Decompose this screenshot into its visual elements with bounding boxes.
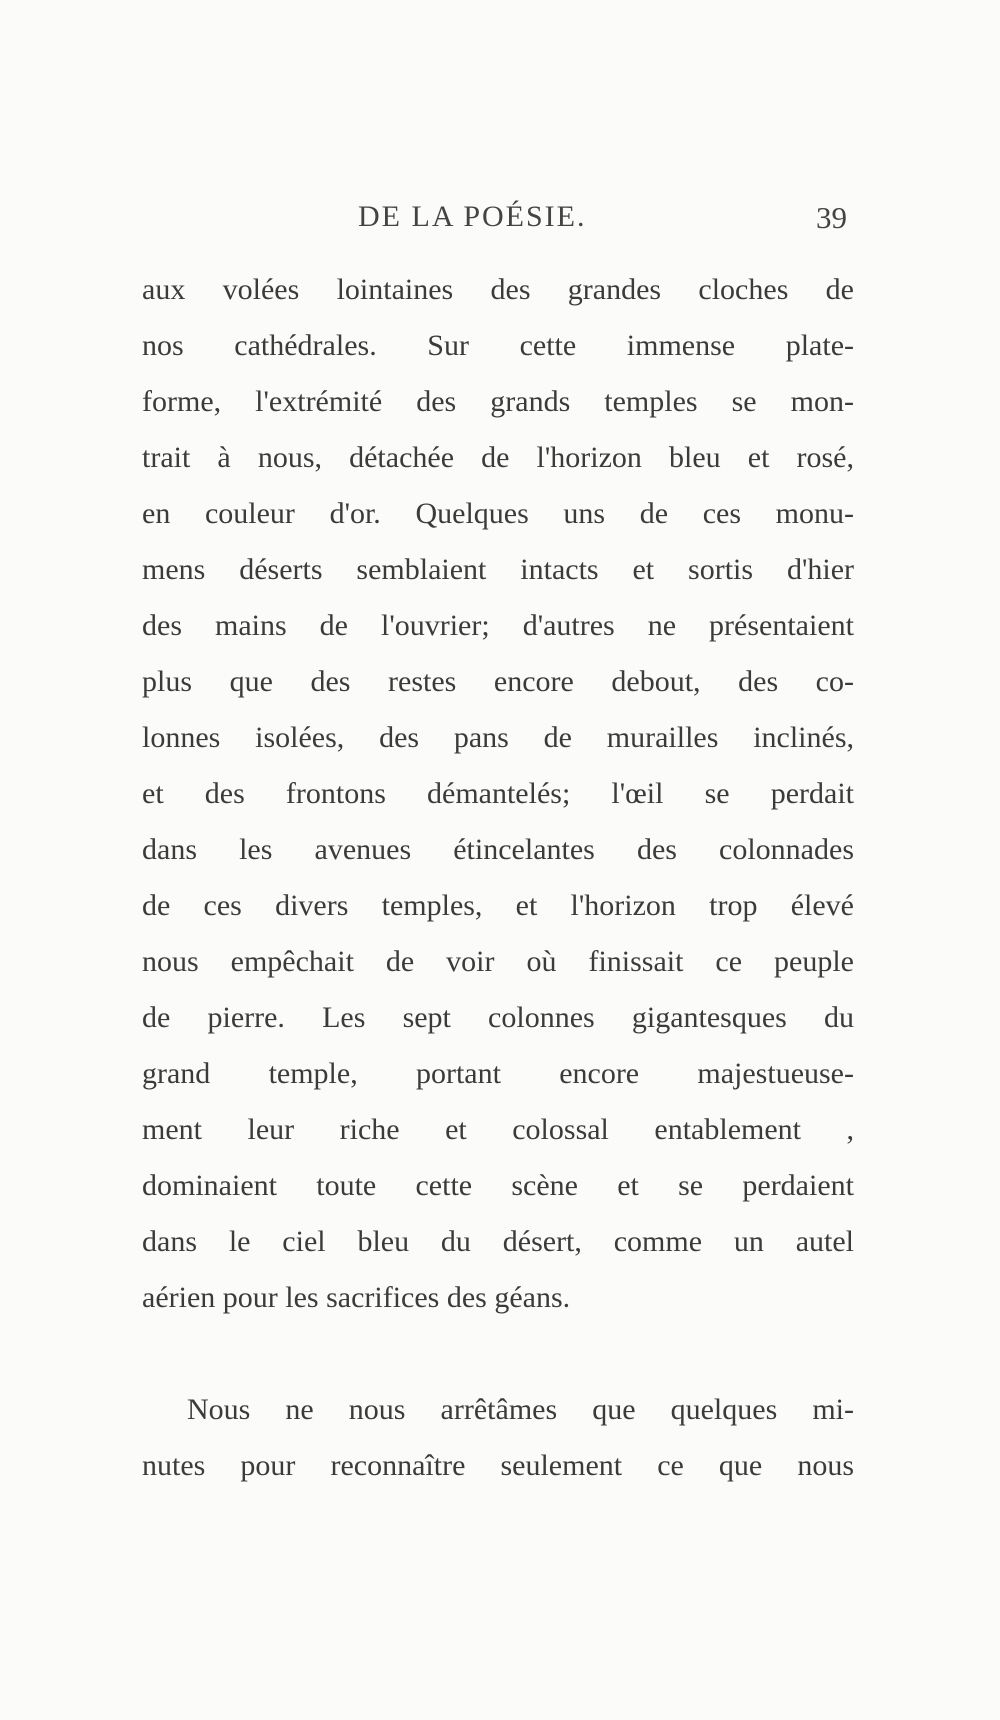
text-line: de pierre. Les sept colonnes gigantesques du — [142, 1001, 854, 1034]
text-line: aux volées lointaines des grandes cloches de — [142, 273, 854, 306]
page-header — [140, 200, 855, 250]
text-line: ment leur riche et colossal entablement , — [142, 1113, 854, 1146]
text-line: et des frontons démantelés; l'œil se perdait — [142, 777, 854, 810]
text-line: dans les avenues étincelantes des colonnades — [142, 833, 854, 866]
text-line: lonnes isolées, des pans de murailles inclinés, — [142, 721, 854, 754]
text-line: forme, l'extrémité des grands temples se mon- — [142, 385, 854, 418]
running-title: DE LA POÉSIE. — [358, 200, 587, 233]
text-line: en couleur d'or. Quelques uns de ces monu- — [142, 497, 854, 530]
text-line: dominaient toute cette scène et se perdaient — [142, 1169, 854, 1202]
paragraph-gap — [142, 1326, 854, 1382]
text-line: dans le ciel bleu du désert, comme un autel — [142, 1225, 854, 1258]
paragraph-2 — [142, 1382, 854, 1494]
text-line: grand temple, portant encore majestueuse- — [142, 1057, 854, 1090]
text-line: nous empêchait de voir où finissait ce peuple — [142, 945, 854, 978]
text-line: Nous ne nous arrêtâmes que quelques mi- — [187, 1393, 854, 1426]
page-number: 39 — [816, 200, 847, 235]
text-line: des mains de l'ouvrier; d'autres ne présentaient — [142, 609, 854, 642]
text-line: nutes pour reconnaître seulement ce que nous — [142, 1449, 854, 1482]
text-line: mens déserts semblaient intacts et sortis d'hier — [142, 553, 854, 586]
text-line: de ces divers temples, et l'horizon trop élevé — [142, 889, 854, 922]
text-line: trait à nous, détachée de l'horizon bleu et rosé, — [142, 441, 854, 474]
text-line: aérien pour les sacrifices des géans. — [142, 1281, 571, 1314]
text-line: plus que des restes encore debout, des co- — [142, 665, 854, 698]
paragraph-1 — [142, 262, 854, 1326]
text-line: nos cathédrales. Sur cette immense plate- — [142, 329, 854, 362]
body-text — [142, 262, 854, 1494]
